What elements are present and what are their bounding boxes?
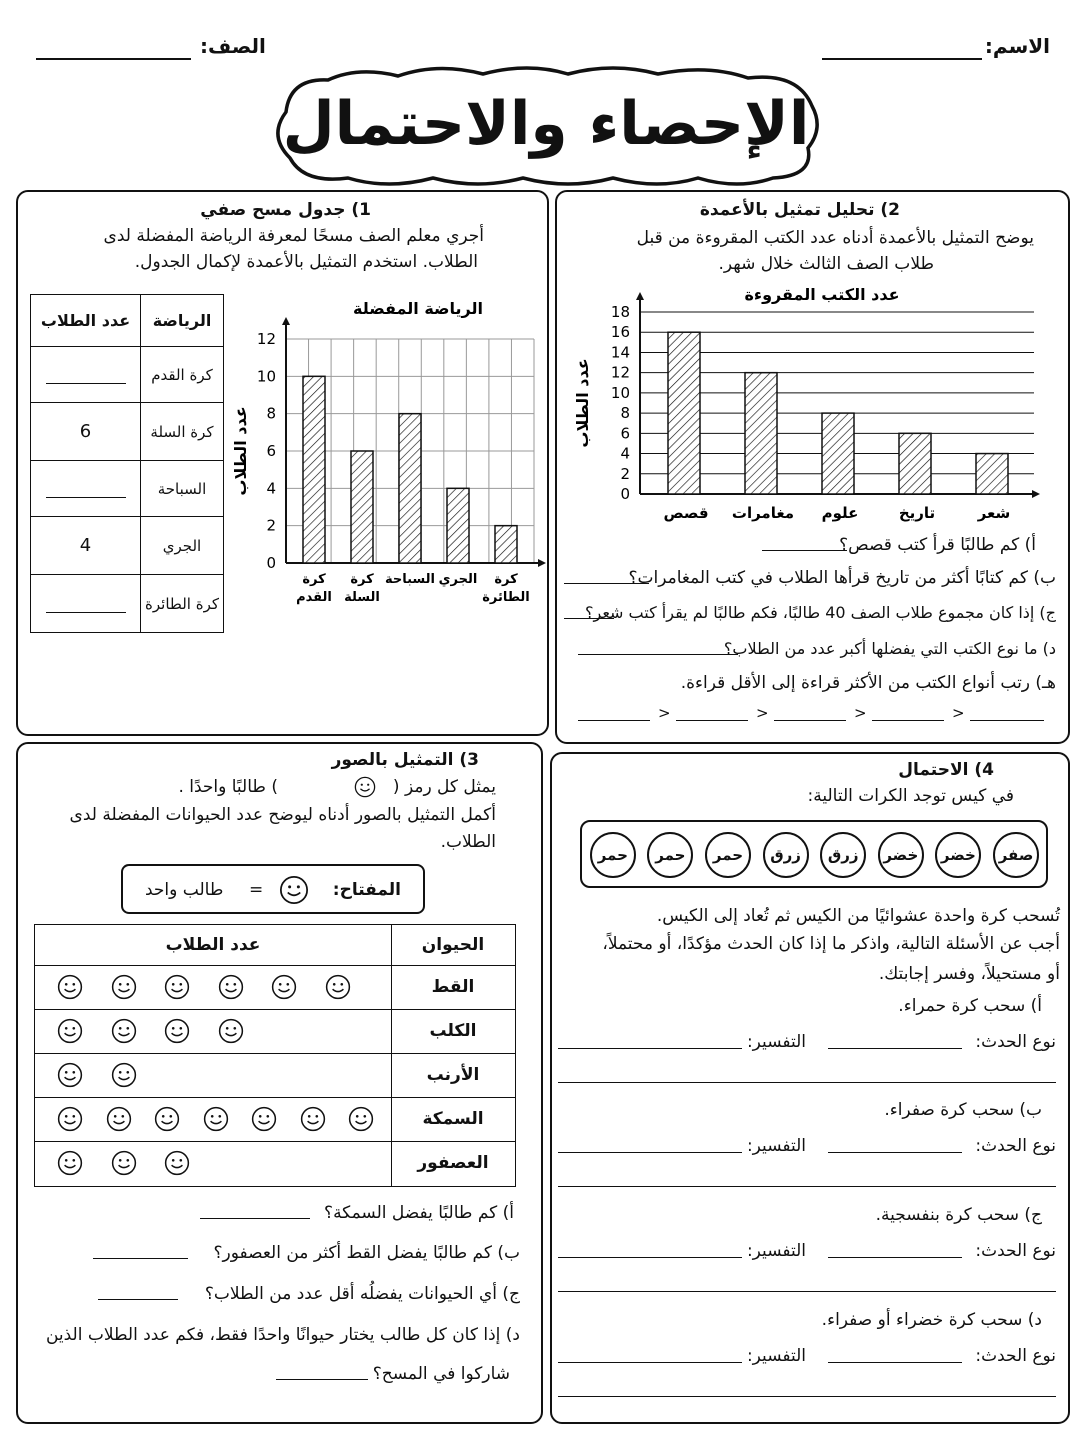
ball: حمر bbox=[590, 832, 636, 878]
y-tick-label: 14 bbox=[610, 343, 630, 362]
x-tick-label: القدم bbox=[296, 590, 332, 605]
x-tick-label: السلة bbox=[344, 590, 380, 605]
col-count: عدد الطلاب bbox=[31, 295, 141, 347]
col-animal: الحيوان bbox=[421, 935, 485, 955]
q2-rank-row bbox=[578, 702, 1046, 724]
event-answer[interactable] bbox=[828, 1048, 962, 1049]
x-tick-label: علوم bbox=[821, 504, 859, 522]
y-tick-label: 12 bbox=[610, 363, 630, 382]
q3-heading: 3) التمثيل بالصور bbox=[331, 750, 479, 770]
q3-question-c: ج) أي الحيوانات يفضلُه أقل عدد من الطلاب؟ bbox=[204, 1284, 520, 1304]
page-title: الإحصاء والاحتمال bbox=[282, 89, 810, 159]
q3-intro-a: يمثل كل رمز ( bbox=[392, 777, 496, 797]
q3-question-d-line2: شاركوا في المسح؟ bbox=[372, 1364, 510, 1384]
key-box bbox=[121, 864, 425, 914]
row-divider bbox=[35, 1097, 515, 1098]
smiley-icon bbox=[111, 1062, 137, 1092]
y-tick-label: 6 bbox=[266, 442, 276, 460]
explain-answer[interactable] bbox=[558, 1048, 742, 1049]
count-cell: 4 bbox=[31, 517, 141, 575]
q4-item-label: ج) سحب كرة بنفسجية. bbox=[875, 1205, 1042, 1225]
bar bbox=[447, 488, 469, 563]
gt-sign: > bbox=[854, 704, 867, 722]
pictograph-table bbox=[34, 924, 516, 1187]
y-tick-label: 10 bbox=[256, 367, 276, 386]
smiley-icon bbox=[57, 1018, 83, 1048]
row-divider bbox=[35, 1009, 515, 1010]
q3-answer-a[interactable] bbox=[200, 1218, 310, 1219]
y-axis-label: عدد الطلاب bbox=[573, 358, 592, 448]
q3-question-a: أ) كم طالبًا يفضل السمكة؟ bbox=[324, 1203, 514, 1223]
y-tick-label: 8 bbox=[266, 404, 276, 423]
q2-heading: 2) تحليل تمثيل بالأعمدة bbox=[699, 200, 900, 220]
animal-name: السمكة bbox=[422, 1109, 484, 1129]
explain-answer[interactable] bbox=[558, 1257, 742, 1258]
class-field[interactable] bbox=[36, 58, 191, 60]
explain-answer-line[interactable] bbox=[558, 1082, 1056, 1083]
q1-intro-line2: الطلاب. استخدم التمثيل بالأعمدة لإكمال الجدول. bbox=[134, 252, 478, 272]
gt-sign: > bbox=[952, 704, 965, 722]
explain-label: التفسير: bbox=[746, 1136, 806, 1156]
smiley-icon bbox=[251, 1106, 277, 1136]
y-tick-label: 2 bbox=[266, 516, 276, 535]
y-tick-label: 12 bbox=[256, 330, 276, 348]
event-label: نوع الحدث: bbox=[975, 1032, 1056, 1052]
animal-name: القط bbox=[431, 977, 475, 997]
q2-answer-c[interactable] bbox=[564, 618, 614, 619]
sport-name: كرة القدم bbox=[141, 347, 224, 403]
bar bbox=[351, 451, 373, 563]
q3-intro-line3: الطلاب. bbox=[440, 832, 496, 852]
y-axis-label: عدد الطلاب bbox=[231, 406, 250, 496]
key-label: المفتاح: bbox=[332, 880, 401, 900]
explain-answer-line[interactable] bbox=[558, 1396, 1056, 1397]
row-divider bbox=[35, 965, 515, 966]
explain-answer-line[interactable] bbox=[558, 1186, 1056, 1187]
sports-bar-chart bbox=[228, 292, 546, 612]
smiley-icon bbox=[164, 1018, 190, 1048]
bar bbox=[976, 454, 1008, 494]
x-tick-label: السباحة bbox=[384, 572, 436, 587]
x-tick-label: كرة bbox=[350, 572, 374, 587]
q2-question-d: د) ما نوع الكتب التي يفضلها أكبر عدد من الطلاب؟ bbox=[723, 639, 1056, 658]
y-tick-label: 2 bbox=[620, 464, 630, 483]
ball: خضر bbox=[878, 832, 924, 878]
bar bbox=[399, 414, 421, 563]
ball: حمر bbox=[705, 832, 751, 878]
rank-blank[interactable] bbox=[970, 720, 1044, 721]
x-tick-label: تاريخ bbox=[898, 504, 936, 522]
event-answer[interactable] bbox=[828, 1257, 962, 1258]
smiley-icon bbox=[111, 974, 137, 1004]
bar bbox=[899, 433, 931, 494]
ball: صفر bbox=[993, 832, 1039, 878]
y-tick-label: 0 bbox=[620, 485, 630, 503]
q3-answer-b[interactable] bbox=[93, 1258, 188, 1259]
y-tick-label: 0 bbox=[266, 554, 276, 572]
count-cell[interactable] bbox=[31, 461, 141, 517]
count-cell[interactable] bbox=[31, 575, 141, 633]
x-tick-label: الطائرة bbox=[482, 590, 530, 605]
row-divider bbox=[35, 1141, 515, 1142]
x-tick-label: كرة bbox=[494, 572, 518, 587]
event-answer[interactable] bbox=[828, 1152, 962, 1153]
key-value: طالب واحد bbox=[145, 880, 224, 900]
y-tick-label: 8 bbox=[620, 404, 630, 423]
q4-item-label: د) سحب كرة خضراء أو صفراء. bbox=[821, 1310, 1042, 1330]
rank-blank[interactable] bbox=[578, 720, 650, 721]
x-axis-arrow bbox=[1032, 490, 1040, 498]
q3-question-b: ب) كم طالبًا يفضل القط أكثر من العصفور؟ bbox=[213, 1243, 520, 1263]
smiley-icon bbox=[300, 1106, 326, 1136]
smiley-icon bbox=[218, 974, 244, 1004]
q3-question-d-line1: د) إذا كان كل طالب يختار حيوانًا واحدًا فقط، فكم عدد الطلاب الذين bbox=[45, 1325, 520, 1345]
q2-answer-b[interactable] bbox=[564, 583, 649, 584]
y-tick-label: 6 bbox=[620, 424, 630, 443]
sport-name: كرة السلة bbox=[141, 403, 224, 461]
y-axis-arrow bbox=[282, 317, 290, 325]
x-tick-label: كرة bbox=[302, 572, 326, 587]
q3-answer-c[interactable] bbox=[98, 1299, 178, 1300]
explain-answer[interactable] bbox=[558, 1152, 742, 1153]
smiley-icon bbox=[203, 1106, 229, 1136]
event-label: نوع الحدث: bbox=[975, 1346, 1056, 1366]
key-equals: = bbox=[249, 880, 264, 900]
col-count: عدد الطلاب bbox=[165, 935, 261, 955]
smiley-icon bbox=[57, 974, 83, 1004]
smiley-icon bbox=[279, 875, 309, 909]
name-label: الاسم: bbox=[984, 34, 1050, 58]
smiley-icon bbox=[164, 974, 190, 1004]
q2-answer-d[interactable] bbox=[578, 654, 738, 655]
ball: زرق bbox=[820, 832, 866, 878]
rank-blank[interactable] bbox=[774, 720, 846, 721]
bar bbox=[668, 332, 700, 494]
sport-name: كرة الطائرة bbox=[141, 575, 224, 633]
bar bbox=[745, 373, 777, 494]
books-bar-chart bbox=[572, 282, 1052, 530]
gt-sign: > bbox=[756, 704, 769, 722]
animal-name: الأرنب bbox=[426, 1065, 480, 1085]
event-label: نوع الحدث: bbox=[975, 1241, 1056, 1261]
smiley-icon bbox=[57, 1106, 83, 1136]
q1-intro-line1: أجري معلم الصف مسحًا لمعرفة الرياضة المفضلة لدى bbox=[103, 226, 484, 246]
q2-question-b: ب) كم كتابًا أكثر من تاريخ قرأها الطلاب في كتب المغامرات؟ bbox=[628, 568, 1056, 588]
smiley-icon bbox=[218, 1018, 244, 1048]
x-tick-label: شعر bbox=[977, 504, 1011, 522]
ball: خضر bbox=[935, 832, 981, 878]
q3-intro-line2: أكمل التمثيل بالصور أدناه ليوضح عدد الحيوانات المفضلة لدى bbox=[69, 805, 496, 825]
q3-answer-d[interactable] bbox=[276, 1379, 368, 1380]
sports-table bbox=[30, 294, 224, 633]
smiley-icon bbox=[354, 776, 376, 802]
sport-name: السباحة bbox=[141, 461, 224, 517]
q2-intro-line2: طلاب الصف الثالث خلال شهر. bbox=[718, 254, 934, 274]
bar bbox=[303, 376, 325, 563]
q3-intro-b: ) طالبًا واحدًا . bbox=[178, 777, 278, 797]
smiley-icon bbox=[111, 1018, 137, 1048]
smiley-icon bbox=[325, 974, 351, 1004]
smiley-icon bbox=[271, 974, 297, 1004]
q4-instr3: أو مستحيلاً، وفسر إجابتك. bbox=[878, 964, 1060, 984]
y-tick-label: 10 bbox=[610, 383, 630, 402]
gt-sign: > bbox=[658, 704, 671, 722]
animal-name: الكلب bbox=[429, 1021, 477, 1041]
smiley-icon bbox=[164, 1150, 190, 1180]
q4-instr1: تُسحب كرة واحدة عشوائيًا من الكيس ثم تُعاد إلى الكيس. bbox=[656, 906, 1060, 926]
smiley-icon bbox=[348, 1106, 374, 1136]
y-tick-label: 4 bbox=[266, 479, 276, 498]
y-tick-label: 4 bbox=[620, 444, 630, 463]
smiley-icon bbox=[111, 1150, 137, 1180]
name-field[interactable] bbox=[822, 58, 982, 60]
q4-instr2: أجب عن الأسئلة التالية، واذكر ما إذا كان الحدث مؤكدًا، أو محتملاً، bbox=[602, 934, 1060, 954]
q2-intro-line1: يوضح التمثيل بالأعمدة أدناه عدد الكتب المقروءة من قبل bbox=[636, 228, 1034, 248]
q4-item-label: ب) سحب كرة صفراء. bbox=[884, 1100, 1042, 1120]
smiley-icon bbox=[106, 1106, 132, 1136]
explain-label: التفسير: bbox=[746, 1346, 806, 1366]
q4-item-label: أ) سحب كرة حمراء. bbox=[898, 996, 1042, 1016]
bar bbox=[822, 413, 854, 494]
x-tick-label: قصص bbox=[663, 504, 709, 522]
x-axis-arrow bbox=[538, 559, 546, 567]
rank-blank[interactable] bbox=[676, 720, 748, 721]
q4-heading: 4) الاحتمال bbox=[898, 760, 994, 780]
explain-label: التفسير: bbox=[746, 1241, 806, 1261]
q4-intro: في كيس توجد الكرات التالية: bbox=[807, 786, 1014, 806]
rank-blank[interactable] bbox=[872, 720, 944, 721]
chart-title: الرياضة المفضلة bbox=[353, 299, 483, 318]
q2-question-a: أ) كم طالبًا قرأ كتب قصص؟ bbox=[839, 535, 1036, 555]
class-label: الصف: bbox=[200, 34, 266, 58]
explain-answer[interactable] bbox=[558, 1362, 742, 1363]
smiley-icon bbox=[154, 1106, 180, 1136]
sport-name: الجري bbox=[141, 517, 224, 575]
ball: زرق bbox=[763, 832, 809, 878]
x-tick-label: مغامرات bbox=[731, 504, 795, 522]
q2-question-c: ج) إذا كان مجموع طلاب الصف 40 طالبًا، فكم طالبًا لم يقرأ كتب شعر؟ bbox=[585, 603, 1056, 622]
row-divider bbox=[35, 1053, 515, 1054]
smiley-icon bbox=[57, 1150, 83, 1180]
bar bbox=[495, 526, 517, 563]
smiley-icon bbox=[57, 1062, 83, 1092]
q2-answer-a[interactable] bbox=[762, 550, 847, 551]
explain-label: التفسير: bbox=[746, 1032, 806, 1052]
event-label: نوع الحدث: bbox=[975, 1136, 1056, 1156]
q2-question-e: هـ) رتب أنواع الكتب من الأكثر قراءة إلى الأقل قراءة. bbox=[680, 673, 1056, 693]
explain-answer-line[interactable] bbox=[558, 1291, 1056, 1292]
q1-heading: 1) جدول مسح صفي bbox=[200, 200, 371, 220]
y-tick-label: 18 bbox=[610, 303, 630, 321]
col-sport: الرياضة bbox=[141, 295, 224, 347]
count-cell[interactable] bbox=[31, 347, 141, 403]
animal-name: العصفور bbox=[417, 1153, 489, 1173]
y-axis-arrow bbox=[636, 292, 644, 300]
y-tick-label: 16 bbox=[610, 323, 630, 342]
x-tick-label: الجري bbox=[438, 572, 478, 587]
event-answer[interactable] bbox=[828, 1362, 962, 1363]
ball: حمر bbox=[647, 832, 693, 878]
chart-title: عدد الكتب المقروءة bbox=[744, 285, 900, 304]
count-cell: 6 bbox=[31, 403, 141, 461]
